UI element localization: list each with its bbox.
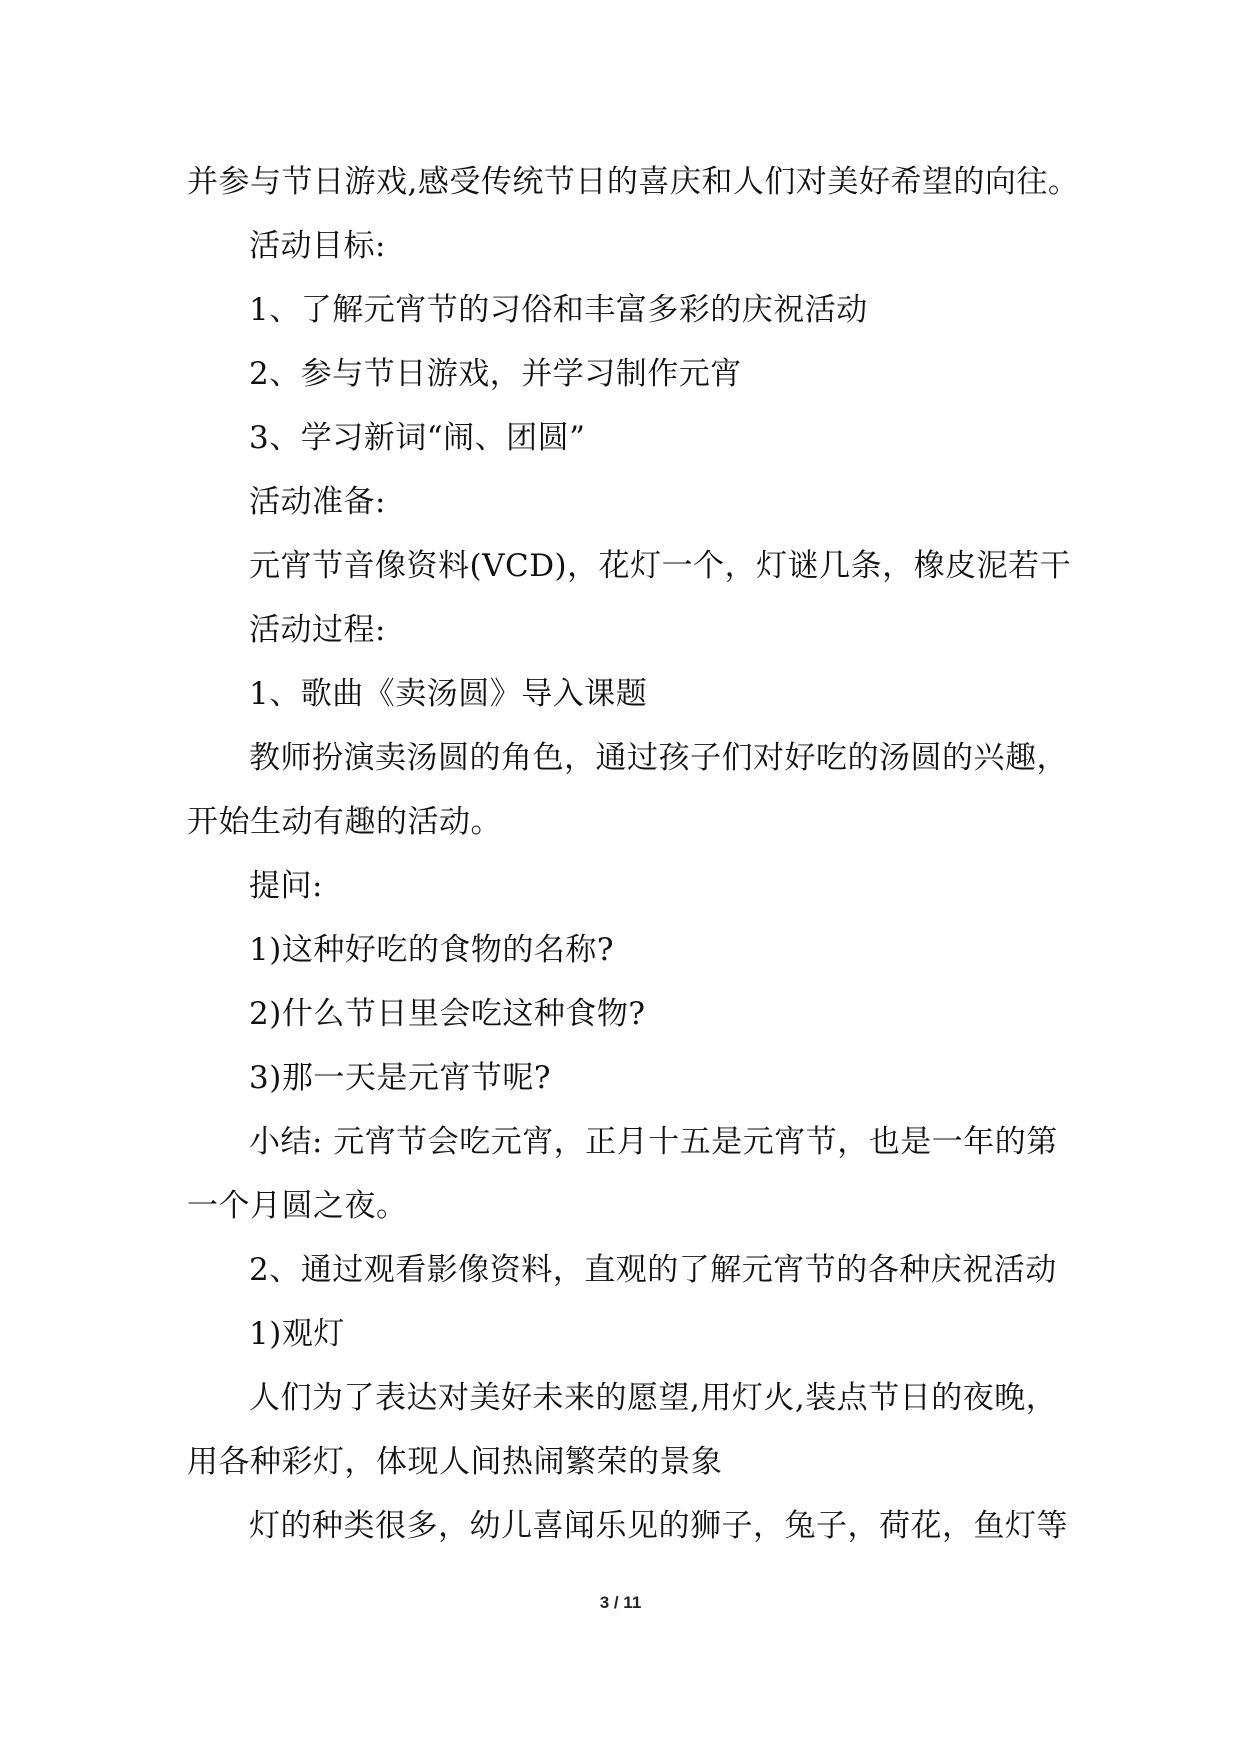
paragraph-line: 教师扮演卖汤圆的角色，通过孩子们对好吃的汤圆的兴趣， (249, 740, 1068, 776)
section-heading-questions: 提问: (249, 868, 323, 904)
list-item: 1、歌曲《卖汤圆》导入课题 (249, 676, 648, 712)
list-item: 1)观灯 (249, 1316, 345, 1352)
list-item: 2)什么节日里会吃这种食物? (249, 996, 646, 1032)
paragraph-line: 小结: 元宵节会吃元宵，正月十五是元宵节，也是一年的第 (249, 1124, 1058, 1160)
list-item: 1)这种好吃的食物的名称? (249, 932, 614, 968)
paragraph-line: 开始生动有趣的活动。 (187, 804, 502, 840)
section-heading-preparation: 活动准备: (249, 484, 386, 520)
section-heading-process: 活动过程: (249, 612, 386, 648)
list-item: 2、通过观看影像资料，直观的了解元宵节的各种庆祝活动 (249, 1252, 1057, 1288)
paragraph-line: 人们为了表达对美好未来的愿望,用灯火,装点节日的夜晚， (249, 1380, 1058, 1416)
list-item: 3)那一天是元宵节呢? (249, 1060, 551, 1096)
paragraph-line: 一个月圆之夜。 (187, 1188, 408, 1224)
list-item: 3、学习新词“闹、团圆” (249, 420, 586, 456)
paragraph-line: 灯的种类很多，幼儿喜闻乐见的狮子，兔子，荷花，鱼灯等 (249, 1508, 1068, 1544)
paragraph-line: 并参与节日游戏,感受传统节日的喜庆和人们对美好希望的向往。 (187, 164, 1080, 200)
paragraph-line: 用各种彩灯，体现人间热闹繁荣的景象 (187, 1444, 723, 1480)
section-heading-goals: 活动目标: (249, 228, 386, 264)
paragraph-line: 元宵节音像资料(VCD)，花灯一个，灯谜几条，橡皮泥若干 (249, 548, 1072, 584)
list-item: 2、参与节日游戏，并学习制作元宵 (249, 356, 742, 392)
page-number: 3 / 11 (599, 1593, 642, 1612)
list-item: 1、了解元宵节的习俗和丰富多彩的庆祝活动 (249, 292, 868, 328)
